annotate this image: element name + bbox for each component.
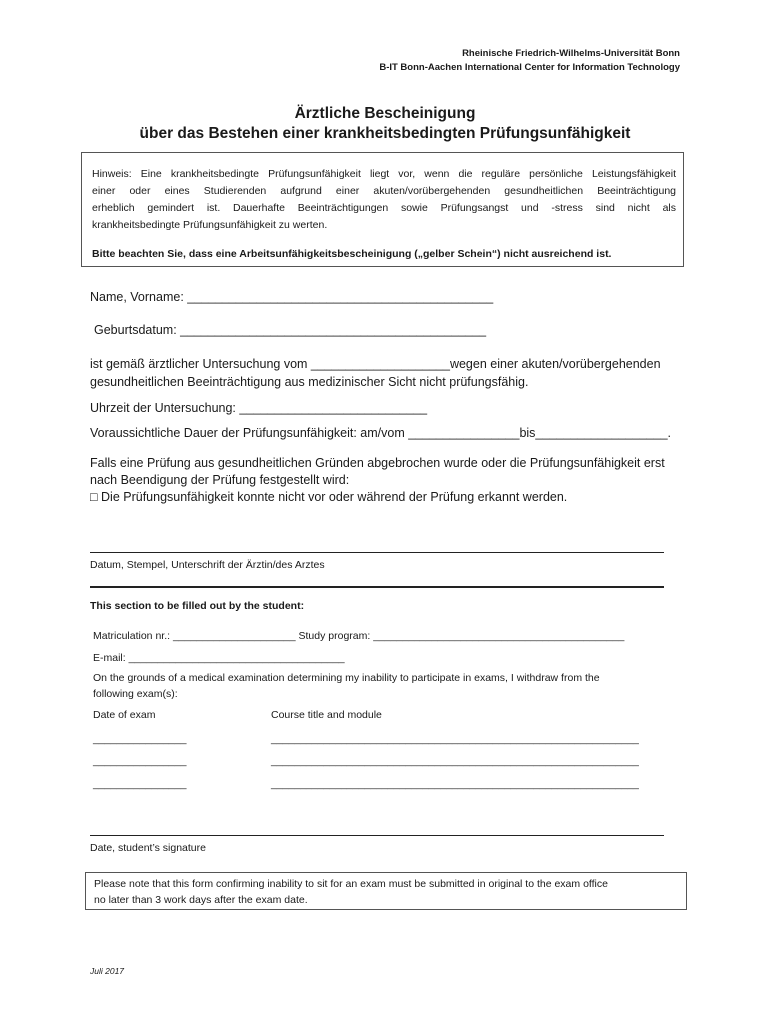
- submission-note: Please note that this form confirming inability to sit for an exam must be submitted in original to the exam office: [94, 878, 608, 890]
- email-field[interactable]: E-mail: _____________________________________: [93, 652, 345, 664]
- notice-line: einer oder eines Studierenden aufgrund einer akuten/vorübergehenden gesundheitlichen Beeinträchtigung: [92, 185, 676, 197]
- section-divider: [90, 586, 664, 588]
- course-title-input[interactable]: _______________________________________________________________: [271, 755, 639, 767]
- exam-statement: gesundheitlichen Beeinträchtigung aus medizinischer Sicht nicht prüfungsfähig.: [90, 375, 529, 389]
- exam-date-input[interactable]: ________________: [93, 733, 187, 745]
- duration-field[interactable]: Voraussichtliche Dauer der Prüfungsunfähigkeit: am/vom ________________bis___________________.: [90, 426, 671, 440]
- submission-note-box: [85, 872, 687, 910]
- withdraw-text: On the grounds of a medical examination determining my inability to participate in exams, I withdraw from the: [93, 672, 600, 684]
- exam-date-field[interactable]: ist gemäß ärztlicher Untersuchung vom ____________________wegen einer akuten/vorübergehenden: [90, 357, 661, 371]
- exam-time-field[interactable]: Uhrzeit der Untersuchung: ___________________________: [90, 401, 428, 415]
- birthdate-field[interactable]: Geburtsdatum: ____________________________________________: [94, 323, 487, 337]
- course-title-input[interactable]: _______________________________________________________________: [271, 778, 639, 790]
- notice-line: krankheitsbedingte Prüfungsunfähigkeit zu werten.: [92, 219, 328, 231]
- matriculation-field[interactable]: Matriculation nr.: _____________________ Study program: ___________________________________________: [93, 630, 625, 642]
- notice-line: Hinweis: Eine krankheitsbedingte Prüfungsunfähigkeit liegt vor, wenn die reguläre persönliche Leistungsfähigkeit: [92, 168, 676, 180]
- document-subtitle: über das Bestehen einer krankheitsbedingten Prüfungsunfähigkeit: [139, 125, 631, 142]
- course-title-header: Course title and module: [271, 709, 382, 721]
- doctor-signature-label: Datum, Stempel, Unterschrift der Ärztin/des Arztes: [90, 559, 325, 571]
- withdraw-text: following exam(s):: [93, 688, 178, 700]
- notice-warning: Bitte beachten Sie, dass eine Arbeitsunfähigkeitsbescheinigung („gelber Schein“) nicht ausreichend ist.: [92, 248, 612, 260]
- date-of-exam-header: Date of exam: [93, 709, 156, 721]
- institute-name: B-IT Bonn-Aachen International Center for Information Technology: [379, 62, 680, 73]
- submission-note: no later than 3 work days after the exam date.: [94, 894, 308, 906]
- document-title: Ärztliche Bescheinigung: [294, 105, 476, 122]
- student-section-heading: This section to be filled out by the student:: [90, 600, 305, 612]
- aborted-text: Falls eine Prüfung aus gesundheitlichen Gründen abgebrochen wurde oder die Prüfungsunfähigkeit erst: [90, 456, 665, 470]
- notice-line: erheblich gemindert ist. Dauerhafte Beeinträchtigungen sowie Prüfungsangst und -stress sind nicht als: [92, 202, 676, 214]
- unrecognized-checkbox[interactable]: □ Die Prüfungsunfähigkeit konnte nicht vor oder während der Prüfung erkannt werden.: [90, 490, 568, 504]
- university-name: Rheinische Friedrich-Wilhelms-Universität Bonn: [462, 48, 680, 59]
- aborted-text: nach Beendigung der Prüfung festgestellt wird:: [90, 473, 350, 487]
- student-signature-label: Date, student’s signature: [90, 842, 206, 854]
- doctor-signature-line: [90, 552, 664, 553]
- exam-date-input[interactable]: ________________: [93, 755, 187, 767]
- footer-date: Juli 2017: [90, 966, 125, 976]
- name-field[interactable]: Name, Vorname: ____________________________________________: [90, 290, 494, 304]
- course-title-input[interactable]: _______________________________________________________________: [271, 733, 639, 745]
- exam-date-input[interactable]: ________________: [93, 778, 187, 790]
- notice-box: [81, 152, 684, 267]
- student-signature-line: [90, 835, 664, 836]
